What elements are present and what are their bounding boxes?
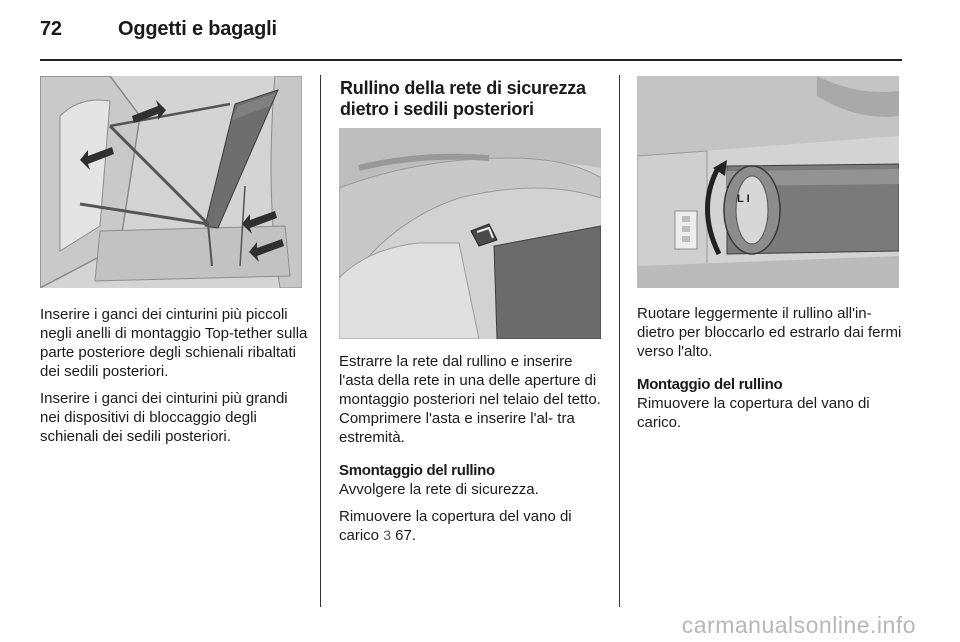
roller-mount-illustration xyxy=(339,128,601,339)
column-2-text xyxy=(339,352,607,553)
col3-paragraph-2: Rimuovere la copertura del vano di carico. xyxy=(637,395,870,431)
column-3-text xyxy=(637,304,905,440)
col2-paragraph-3-text: Rimuovere la copertura del vano di carico xyxy=(339,508,572,544)
page-number: 72 xyxy=(40,18,62,40)
column-1-text xyxy=(40,305,308,454)
section-title: Oggetti e bagagli xyxy=(118,18,277,40)
roller-rotate-illustration xyxy=(637,76,899,288)
col2-paragraph-1: Estrarre la rete dal rullino e inserire l'asta della rete in una delle aperture di montaggio posteriori nel telaio del tetto. Comprimere l'asta e inserire l'al- tra estremità. xyxy=(339,353,601,446)
page-reference-arrow-icon: 3 xyxy=(383,527,391,543)
page-reference-number[interactable]: 67. xyxy=(395,527,417,544)
header-rule xyxy=(40,59,902,61)
col3-mounting-block xyxy=(637,375,905,432)
page-header xyxy=(40,18,277,41)
col1-paragraph-2: Inserire i ganci dei cinturini più grandi nei dispositivi di bloccaggio degli schienali dei sedili posteriori. xyxy=(40,390,288,445)
column-divider-1 xyxy=(320,75,321,607)
col1-paragraph-1: Inserire i ganci dei cinturini più piccoli negli anelli di montaggio Top-tether sulla parte posteriore degli schienali ribaltati dei sedili posteriori. xyxy=(40,306,308,380)
figure-roller-mount xyxy=(339,128,601,339)
col2-subheading: Smontaggio del rullino xyxy=(339,462,495,479)
watermark: carmanualsonline.info xyxy=(681,612,916,638)
figure-seat-straps xyxy=(40,76,302,288)
col2-paragraph-2: Avvolgere la rete di sicurezza. xyxy=(339,481,539,498)
col2-removal-block xyxy=(339,461,607,545)
col3-paragraph-1: Ruotare leggermente il rullino all'in- dietro per bloccarlo ed estrarlo dai fermi verso l'alto. xyxy=(637,305,902,360)
column-divider-2 xyxy=(619,75,620,607)
seat-straps-illustration xyxy=(40,76,302,288)
roller-lock-label: L I xyxy=(737,193,750,205)
col2-paragraph-3 xyxy=(339,507,607,545)
section-heading: Rullino della rete di sicurezza dietro i sedili posteriori xyxy=(340,78,586,119)
col3-subheading: Montaggio del rullino xyxy=(637,376,783,393)
figure-roller-rotate xyxy=(637,76,899,288)
